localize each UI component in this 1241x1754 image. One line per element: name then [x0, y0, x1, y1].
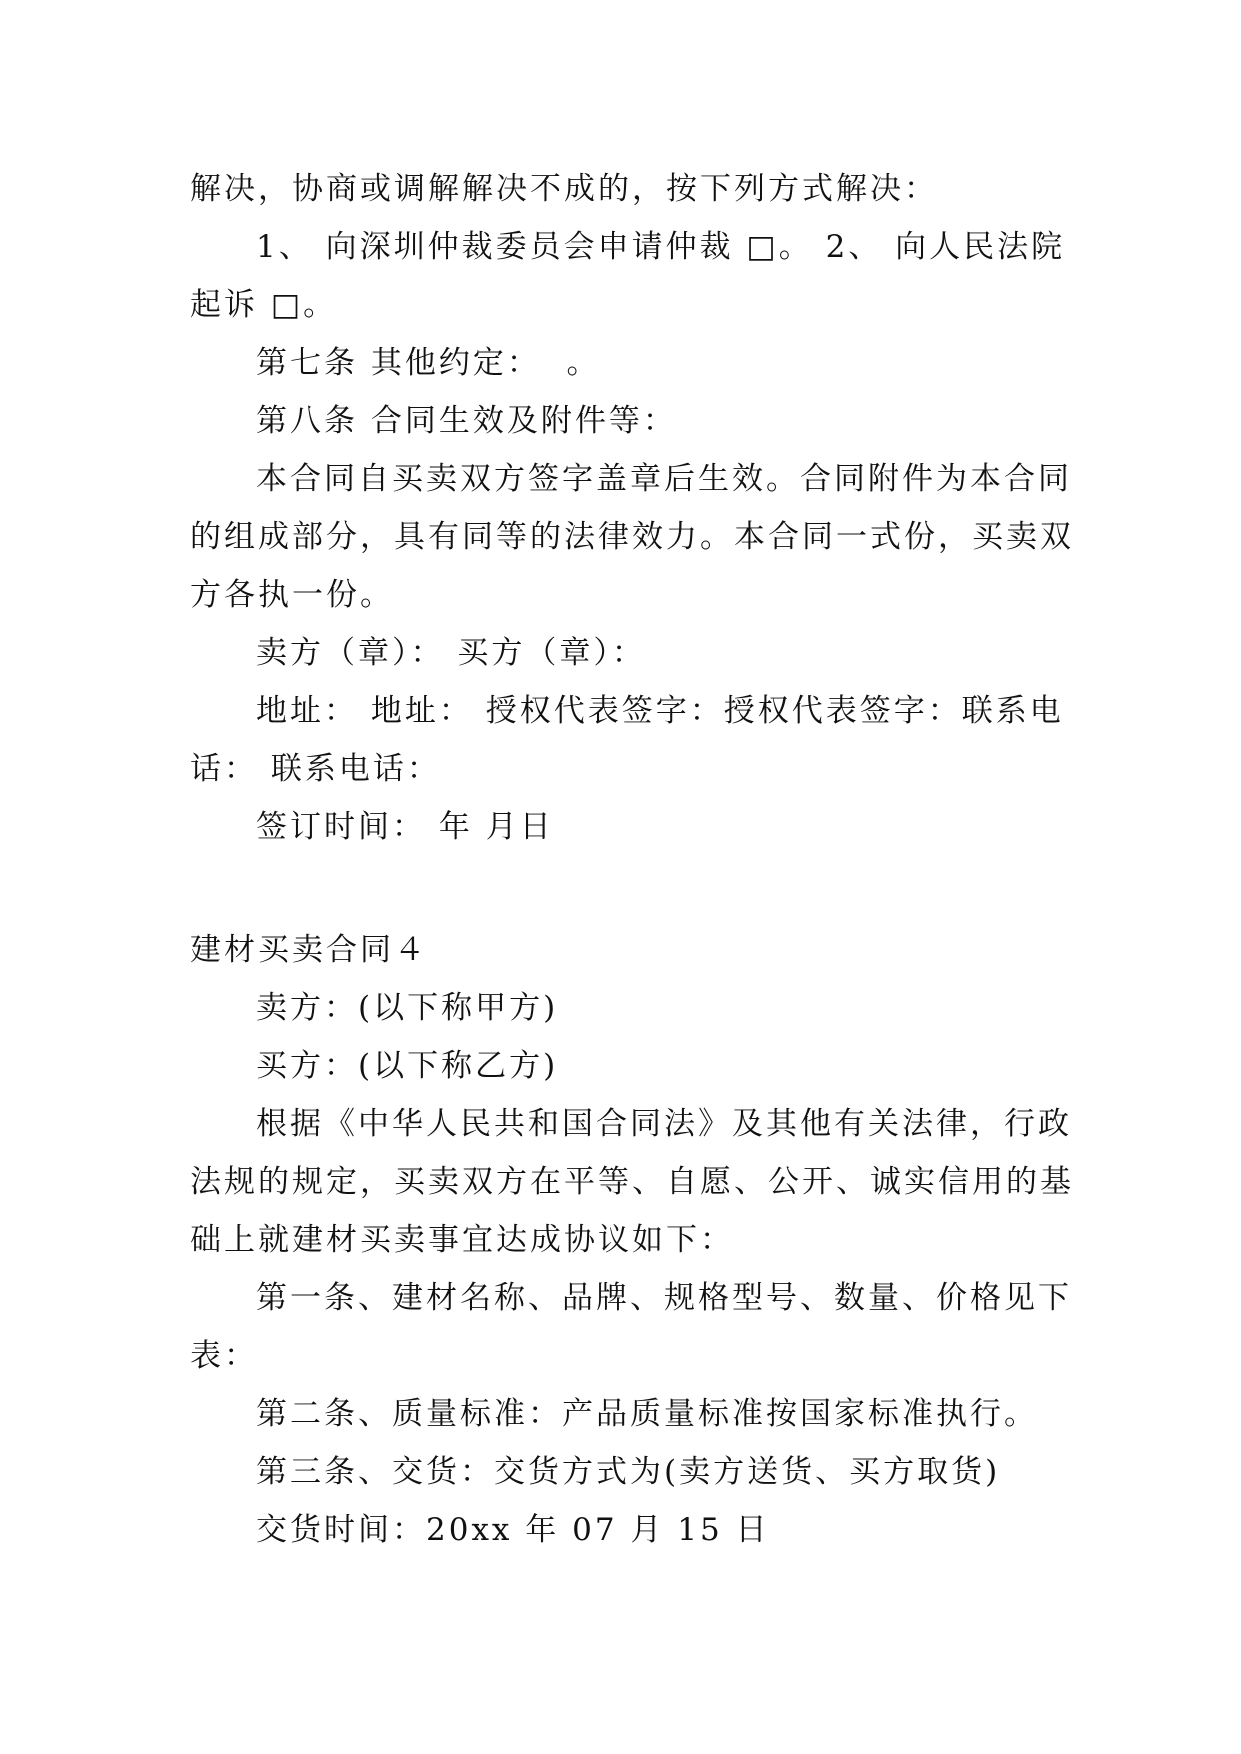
delivery-time-line: 交货时间：20xx 年 07 月 15 日 — [256, 1512, 770, 1548]
signature-seal-line: 卖方（章）： 买方（章）： — [256, 635, 646, 671]
paragraph-line: 起诉 □。 — [190, 287, 338, 323]
paragraph-line: 础上就建材买卖事宜达成协议如下： — [190, 1222, 734, 1258]
paragraph-line: 法规的规定，买卖双方在平等、自愿、公开、诚实信用的基 — [190, 1164, 1074, 1200]
section-gap — [190, 856, 1058, 921]
paragraph-line: 根据《中华人民共和国合同法》及其他有关法律，行政 — [256, 1106, 1072, 1142]
document-content — [190, 160, 1074, 1559]
paragraph-line: 解决，协商或调解解决不成的，按下列方式解决： — [190, 171, 938, 207]
signing-date-line: 签订时间： 年 月日 — [256, 809, 554, 845]
clause-two-line: 第二条、质量标准：产品质量标准按国家标准执行。 — [256, 1396, 1038, 1432]
clause-three-line: 第三条、交货：交货方式为(卖方送货、买方取货) — [256, 1454, 1001, 1490]
paragraph-line: 表： — [190, 1338, 258, 1374]
buyer-line: 买方：(以下称乙方) — [256, 1048, 559, 1084]
clause-seven-line: 第七条 其他约定： 。 — [256, 345, 601, 381]
contract-title: 建材买卖合同４ — [190, 932, 428, 968]
paragraph-line: 的组成部分，具有同等的法律效力。本合同一式份，买卖双 — [190, 519, 1074, 555]
seller-line: 卖方：(以下称甲方) — [256, 990, 559, 1026]
paragraph-line: 本合同自买卖双方签字盖章后生效。合同附件为本合同 — [256, 461, 1072, 497]
paragraph-line: 1、 向深圳仲裁委员会申请仲裁 □。 2、 向人民法院 — [256, 229, 1066, 265]
signature-phone-line: 话： 联系电话： — [190, 751, 441, 787]
paragraph-line: 方各执一份。 — [190, 577, 394, 613]
clause-one-line: 第一条、建材名称、品牌、规格型号、数量、价格见下 — [256, 1280, 1072, 1316]
clause-eight-heading: 第八条 合同生效及附件等： — [256, 403, 677, 439]
signature-address-line: 地址： 地址： 授权代表签字：授权代表签字：联系电 — [256, 693, 1064, 729]
